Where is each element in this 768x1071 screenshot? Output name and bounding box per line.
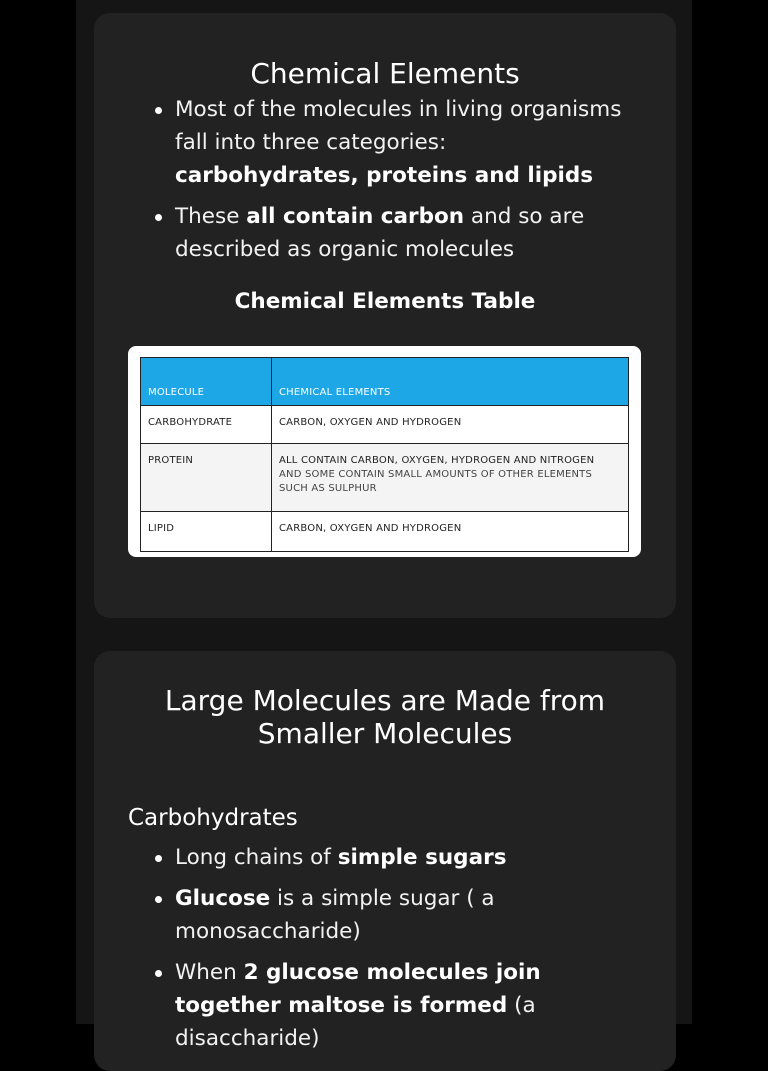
table-header-cell: CHEMICAL ELEMENTS — [272, 358, 629, 406]
bullet-list — [152, 93, 652, 274]
chemical-elements-card — [94, 13, 676, 618]
section-heading: Carbohydrates — [128, 805, 298, 831]
table-row — [141, 444, 629, 512]
table-cell: CARBON, OXYGEN AND HYDROGEN — [272, 406, 629, 444]
bullet-item: Most of the molecules in living organisms fall into three categories: carbohydrates, proteins and lipids — [175, 93, 635, 192]
table-row — [141, 512, 629, 552]
card-title: Large Molecules are Made from Smaller Molecules — [164, 684, 606, 750]
table-cell: CARBOHYDRATE — [141, 406, 272, 444]
elements-table-image — [128, 346, 641, 557]
large-molecules-card — [94, 651, 676, 1071]
table-cell: CARBON, OXYGEN AND HYDROGEN — [272, 512, 629, 552]
table-cell: PROTEIN — [141, 444, 272, 512]
table-header-row — [141, 358, 629, 406]
elements-table — [140, 357, 629, 552]
table-cell: LIPID — [141, 512, 272, 552]
bullet-item: These all contain carbon and so are described as organic molecules — [175, 200, 595, 266]
bullet-item: When 2 glucose molecules join together maltose is formed (a disaccharide) — [175, 956, 645, 1055]
bullet-item: Long chains of simple sugars — [175, 841, 635, 874]
bullet-list — [152, 841, 652, 1063]
table-title: Chemical Elements Table — [234, 289, 536, 314]
card-title: Chemical Elements — [250, 57, 520, 90]
table-header-cell: MOLECULE — [141, 358, 272, 406]
table-cell: ALL CONTAIN CARBON, OXYGEN, HYDROGEN AND NITROGEN AND SOME CONTAIN SMALL AMOUNTS OF OTHER ELEMENTS SUCH AS SULPHUR — [272, 444, 629, 512]
table-row — [141, 406, 629, 444]
bullet-item: Glucose is a simple sugar ( a monosaccharide) — [175, 882, 505, 948]
